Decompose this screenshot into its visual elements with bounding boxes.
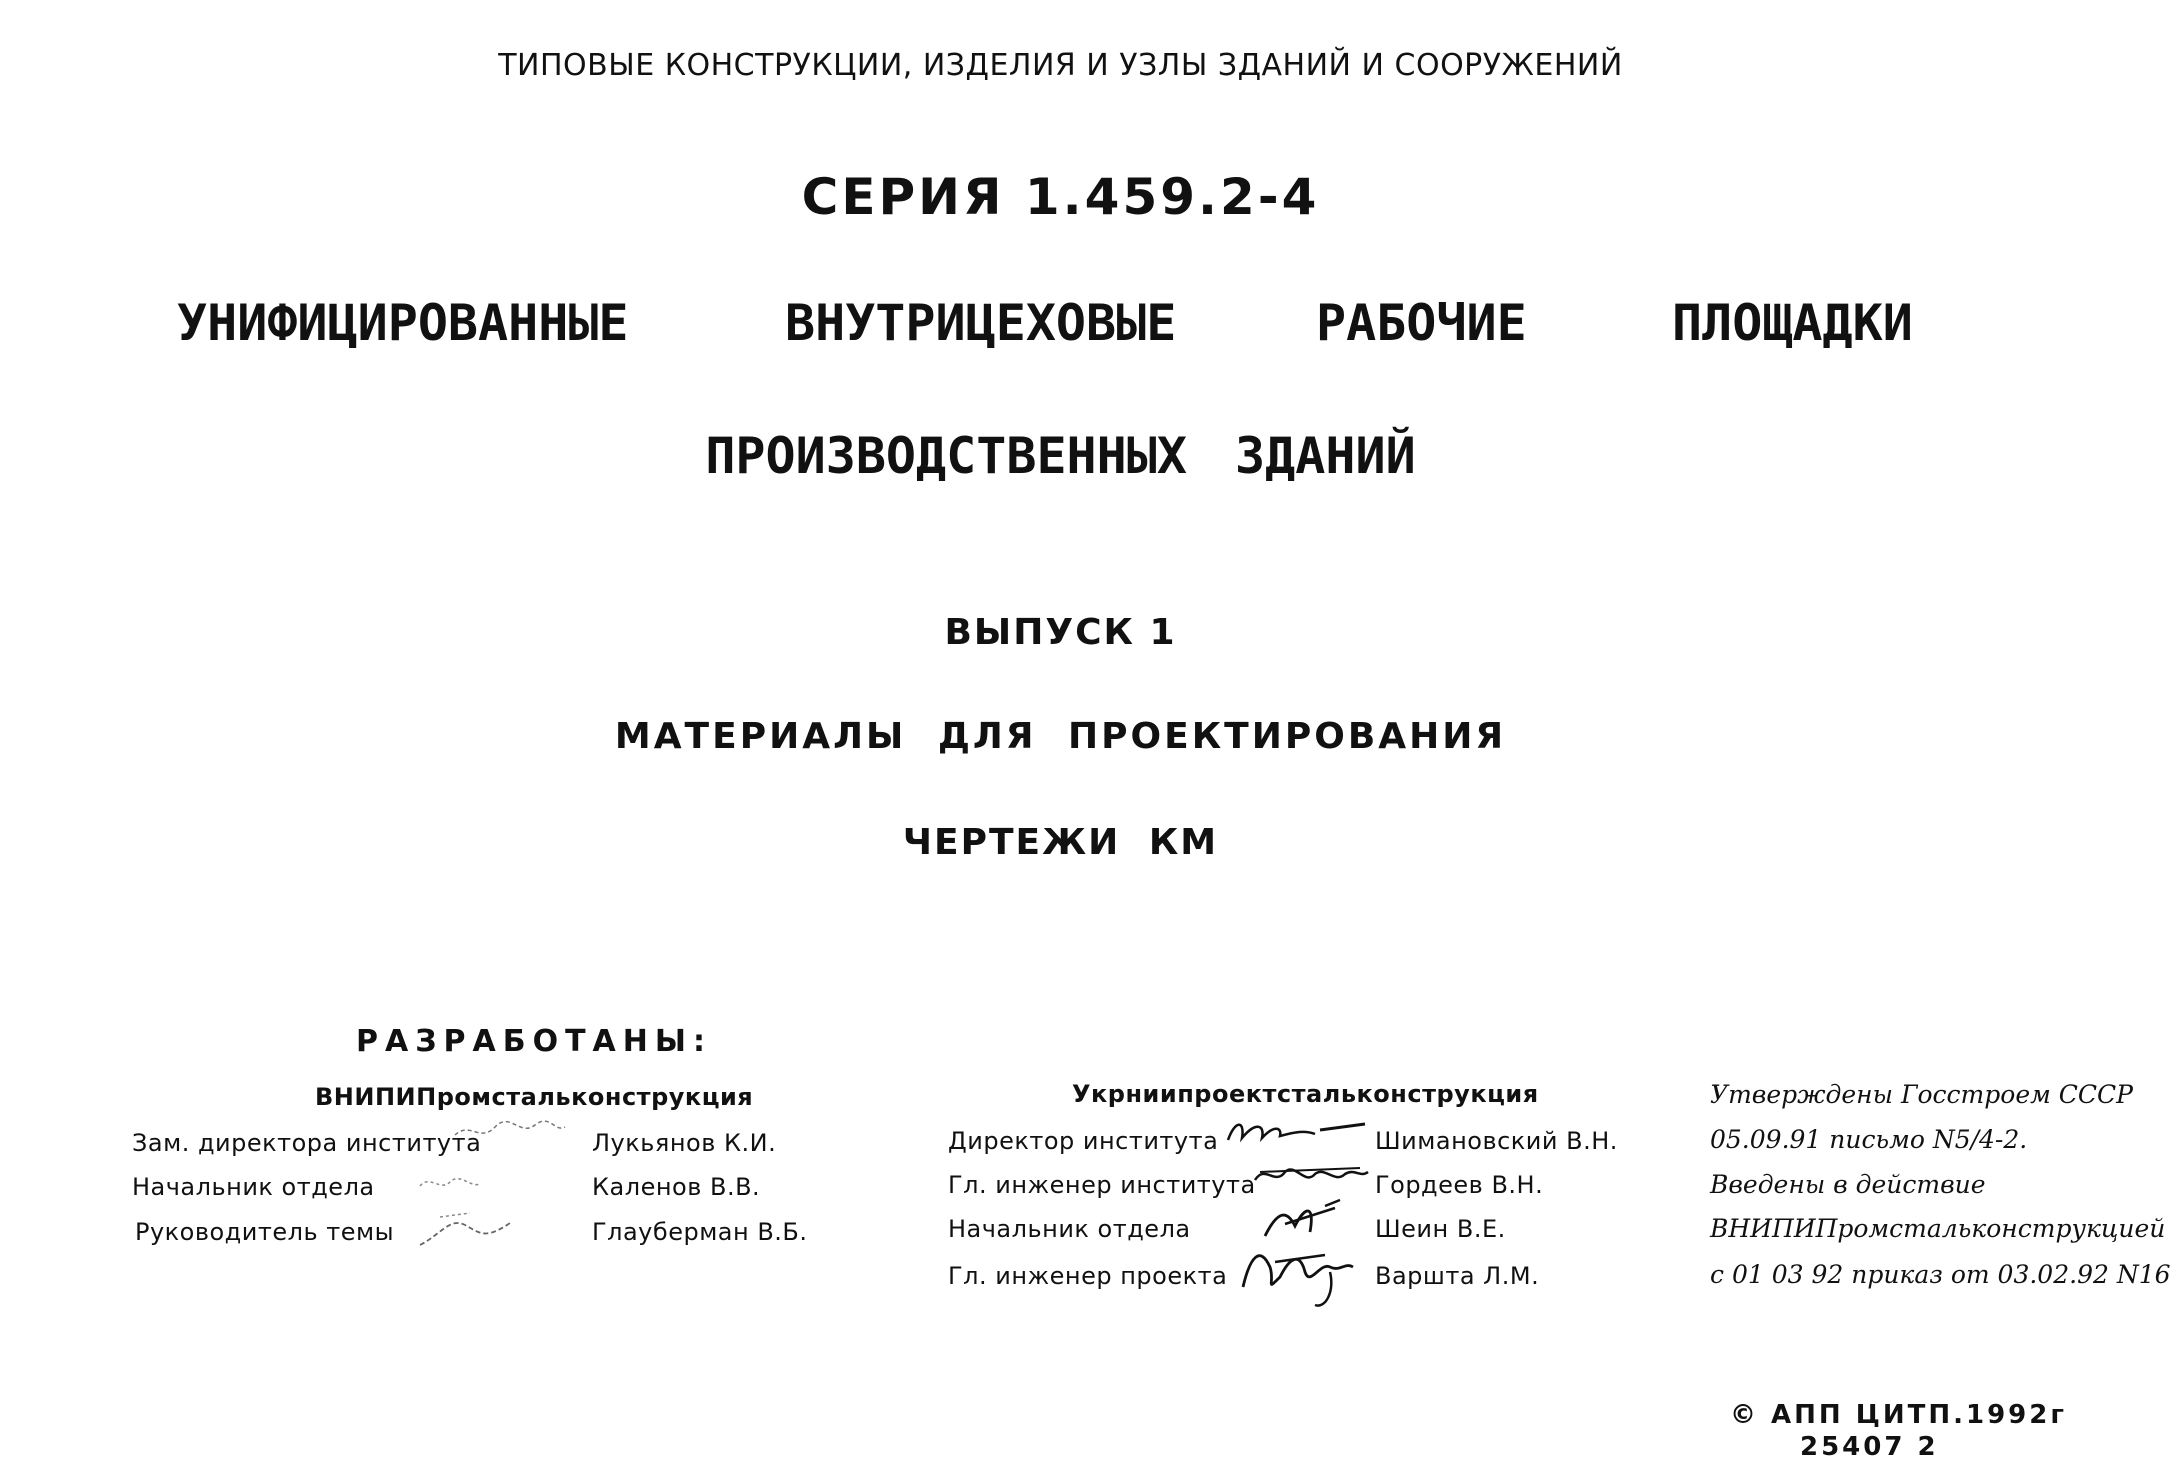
right-person-4: Варшта Л.М. [1375, 1262, 1540, 1290]
left-person-2: Каленов В.В. [592, 1173, 761, 1201]
left-org-name: ВНИПИПромстальконструкция [315, 1083, 754, 1111]
title-word-3: РАБОЧИЕ [1316, 294, 1527, 352]
issue-number: ВЫПУСК 1 [944, 612, 1177, 653]
top-line: ТИПОВЫЕ КОНСТРУКЦИИ, ИЗДЕЛИЯ И УЗЛЫ ЗДАНИЙ И СООРУЖЕНИЙ [498, 48, 1623, 83]
developed-heading: РАЗРАБОТАНЫ: [356, 1024, 712, 1059]
subtitle: МАТЕРИАЛЫ ДЛЯ ПРОЕКТИРОВАНИЯ [614, 716, 1507, 757]
drawings-label: ЧЕРТЕЖИ КМ [902, 822, 1219, 863]
approval-line-3: Введены в действие [1710, 1170, 1986, 1199]
right-role-4: Гл. инженер проекта [948, 1262, 1228, 1290]
signature-icon [1250, 1158, 1370, 1194]
approval-line-1: Утверждены Госстроем СССР [1710, 1080, 2133, 1109]
left-person-3: Глауберман В.Б. [592, 1218, 808, 1246]
signature-icon [1220, 1110, 1370, 1150]
right-person-2: Гордеев В.Н. [1375, 1171, 1544, 1199]
right-person-3: Шеин В.Е. [1375, 1215, 1506, 1243]
title-line-2: ПРОИЗВОДСТВЕННЫХ ЗДАНИЙ [705, 427, 1416, 485]
right-role-2: Гл. инженер института [948, 1171, 1256, 1199]
signature-icon [450, 1113, 570, 1149]
approval-line-2: 05.09.91 письмо N5/4-2. [1710, 1125, 2028, 1154]
signature-icon [415, 1168, 485, 1198]
left-role-2: Начальник отдела [132, 1173, 375, 1201]
left-role-1: Зам. директора института [132, 1129, 482, 1157]
title-word-4: ПЛОЩАДКИ [1672, 294, 1913, 352]
approval-line-4: ВНИПИПромстальконструкцией [1710, 1214, 2166, 1243]
document-number: 25407 2 [1800, 1432, 1939, 1462]
right-role-1: Директор института [948, 1127, 1219, 1155]
title-word-1: УНИФИЦИРОВАННЫЕ [177, 294, 629, 352]
signature-icon [410, 1205, 520, 1255]
approval-line-5: с 01 03 92 приказ от 03.02.92 N16 [1710, 1260, 2171, 1289]
title-word-2: ВНУТРИЦЕХОВЫЕ [785, 294, 1177, 352]
left-role-3: Руководитель темы [135, 1218, 395, 1246]
left-person-1: Лукьянов К.И. [592, 1129, 777, 1157]
signature-icon [1235, 1237, 1375, 1312]
right-person-1: Шимановский В.Н. [1375, 1127, 1618, 1155]
copyright: © АПП ЦИТП.1992г [1730, 1400, 2067, 1430]
right-role-3: Начальник отдела [948, 1215, 1191, 1243]
right-org-name: Укрниипроектстальконструкция [1072, 1080, 1539, 1108]
series-title: СЕРИЯ 1.459.2-4 [801, 168, 1320, 226]
